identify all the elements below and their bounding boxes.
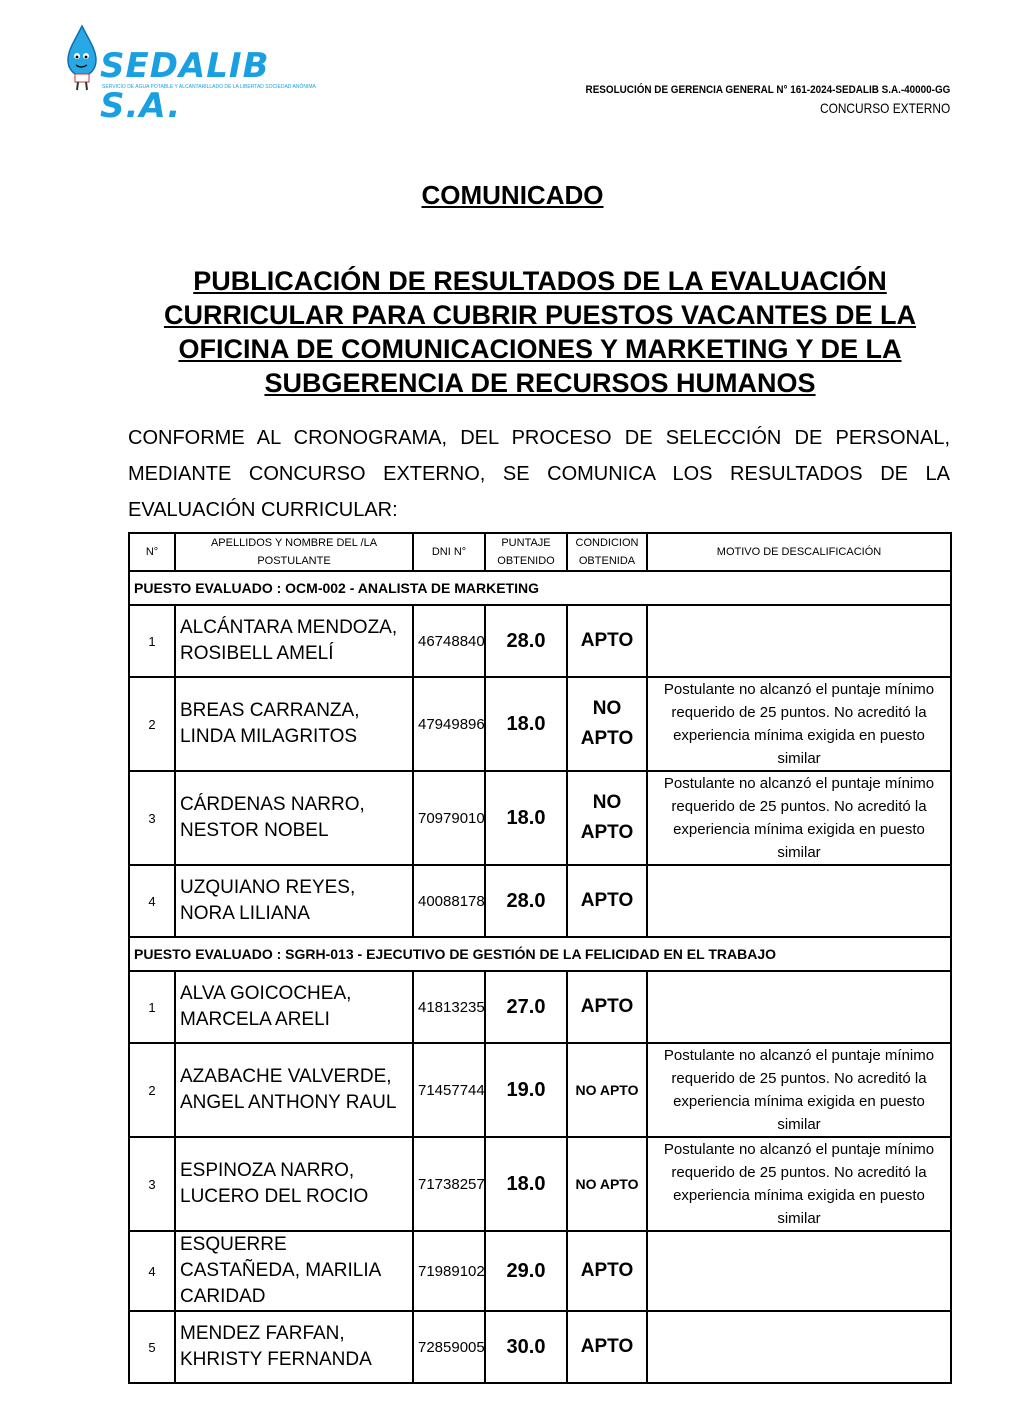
intro-paragraph: CONFORME AL CRONOGRAMA, DEL PROCESO DE SELECCIÓN DE PERSONAL, MEDIANTE CONCURSO EXTERNO, SE COMUNICA LOS RESULTADOS DE LA EVALUACIÓN CURRICULAR: bbox=[128, 427, 950, 521]
applicant-score: 30.0 bbox=[485, 1311, 567, 1383]
header-reason: MOTIVO DE DESCALIFICACIÓN bbox=[647, 533, 951, 571]
applicant-name: ESPINOZA NARRO, LUCERO DEL ROCIO bbox=[175, 1137, 413, 1231]
applicant-dni: 47949896 bbox=[413, 677, 485, 771]
table-row bbox=[129, 677, 951, 771]
row-num: 2 bbox=[129, 1043, 175, 1137]
applicant-score: 27.0 bbox=[485, 971, 567, 1043]
table-row bbox=[129, 771, 951, 865]
header-condition: CONDICION OBTENIDA bbox=[567, 533, 647, 571]
applicant-score: 18.0 bbox=[485, 771, 567, 865]
row-num: 3 bbox=[129, 771, 175, 865]
table-row bbox=[129, 865, 951, 937]
header-dni: DNI N° bbox=[413, 533, 485, 571]
document-headline: PUBLICACIÓN DE RESULTADOS DE LA EVALUACIÓN CURRICULAR PARA CUBRIR PUESTOS VACANTES DE LA OFICINA DE COMUNICACIONES Y MARKETING Y DE LA SUBGERENCIA DE RECURSOS HUMANOS bbox=[163, 266, 917, 398]
applicant-score: 28.0 bbox=[485, 865, 567, 937]
header-num: N° bbox=[129, 533, 175, 571]
disqualification-reason: Postulante no alcanzó el puntaje mínimo requerido de 25 puntos. No acreditó la experiencia mínima exigida en puesto similar bbox=[647, 1043, 951, 1137]
applicant-score: 18.0 bbox=[485, 1137, 567, 1231]
applicant-name: UZQUIANO REYES, NORA LILIANA bbox=[175, 865, 413, 937]
applicant-dni: 71457744 bbox=[413, 1043, 485, 1137]
applicant-name: ALCÁNTARA MENDOZA, ROSIBELL AMELÍ bbox=[175, 605, 413, 677]
applicant-condition: APTO bbox=[567, 1311, 647, 1383]
applicant-condition: NO APTO bbox=[567, 771, 647, 865]
applicant-name: ALVA GOICOCHEA, MARCELA ARELI bbox=[175, 971, 413, 1043]
applicant-dni: 71738257 bbox=[413, 1137, 485, 1231]
results-table bbox=[128, 532, 952, 1384]
logo-wordmark: SEDALIB S.A. bbox=[100, 46, 270, 126]
disqualification-reason bbox=[647, 865, 951, 937]
table-row bbox=[129, 1311, 951, 1383]
applicant-score: 19.0 bbox=[485, 1043, 567, 1137]
applicant-condition: NO APTO bbox=[567, 1043, 647, 1137]
document-title: COMUNICADO bbox=[421, 180, 604, 210]
header-score: PUNTAJE OBTENIDO bbox=[485, 533, 567, 571]
table-row bbox=[129, 1043, 951, 1137]
section-title: PUESTO EVALUADO : OCM-002 - ANALISTA DE MARKETING bbox=[129, 571, 951, 605]
applicant-condition: APTO bbox=[567, 971, 647, 1043]
applicant-score: 18.0 bbox=[485, 677, 567, 771]
resolution-reference: RESOLUCIÓN DE GERENCIA GENERAL N° 161-2024-SEDALIB S.A.-40000-GG bbox=[585, 84, 950, 96]
disqualification-reason: Postulante no alcanzó el puntaje mínimo requerido de 25 puntos. No acreditó la experiencia mínima exigida en puesto similar bbox=[647, 677, 951, 771]
row-num: 2 bbox=[129, 677, 175, 771]
table-row bbox=[129, 1137, 951, 1231]
applicant-name: MENDEZ FARFAN, KHRISTY FERNANDA bbox=[175, 1311, 413, 1383]
section-row bbox=[129, 571, 951, 605]
applicant-score: 28.0 bbox=[485, 605, 567, 677]
disqualification-reason bbox=[647, 605, 951, 677]
header-name: APELLIDOS Y NOMBRE DEL /LA POSTULANTE bbox=[175, 533, 413, 571]
applicant-name: ESQUERRE CASTAÑEDA, MARILIA CARIDAD bbox=[175, 1231, 413, 1311]
disqualification-reason bbox=[647, 1231, 951, 1311]
table-row bbox=[129, 605, 951, 677]
table-row bbox=[129, 1231, 951, 1311]
applicant-condition: NO APTO bbox=[567, 1137, 647, 1231]
disqualification-reason bbox=[647, 1311, 951, 1383]
row-num: 1 bbox=[129, 971, 175, 1043]
disqualification-reason bbox=[647, 971, 951, 1043]
company-logo bbox=[64, 24, 316, 126]
applicant-name: BREAS CARRANZA, LINDA MILAGRITOS bbox=[175, 677, 413, 771]
applicant-condition: APTO bbox=[567, 865, 647, 937]
applicant-name: AZABACHE VALVERDE, ANGEL ANTHONY RAUL bbox=[175, 1043, 413, 1137]
table-header-row bbox=[129, 533, 951, 571]
applicant-dni: 70979010 bbox=[413, 771, 485, 865]
applicant-score: 29.0 bbox=[485, 1231, 567, 1311]
applicant-condition: APTO bbox=[567, 1231, 647, 1311]
row-num: 4 bbox=[129, 865, 175, 937]
table-row bbox=[129, 971, 951, 1043]
applicant-dni: 72859005 bbox=[413, 1311, 485, 1383]
contest-type: CONCURSO EXTERNO bbox=[819, 100, 950, 116]
section-row bbox=[129, 937, 951, 971]
disqualification-reason: Postulante no alcanzó el puntaje mínimo requerido de 25 puntos. No acreditó la experiencia mínima exigida en puesto similar bbox=[647, 771, 951, 865]
row-num: 5 bbox=[129, 1311, 175, 1383]
section-title: PUESTO EVALUADO : SGRH-013 - EJECUTIVO DE GESTIÓN DE LA FELICIDAD EN EL TRABAJO bbox=[129, 937, 951, 971]
applicant-name: CÁRDENAS NARRO, NESTOR NOBEL bbox=[175, 771, 413, 865]
row-num: 1 bbox=[129, 605, 175, 677]
applicant-dni: 46748840 bbox=[413, 605, 485, 677]
logo-subtitle: SERVICIO DE AGUA POTABLE Y ALCANTARILLADO DE LA LIBERTAD SOCIEDAD ANÓNIMA bbox=[102, 84, 316, 90]
disqualification-reason: Postulante no alcanzó el puntaje mínimo requerido de 25 puntos. No acreditó la experiencia mínima exigida en puesto similar bbox=[647, 1137, 951, 1231]
applicant-condition: NO APTO bbox=[567, 677, 647, 771]
applicant-dni: 41813235 bbox=[413, 971, 485, 1043]
row-num: 3 bbox=[129, 1137, 175, 1231]
applicant-condition: APTO bbox=[567, 605, 647, 677]
row-num: 4 bbox=[129, 1231, 175, 1311]
applicant-dni: 71989102 bbox=[413, 1231, 485, 1311]
applicant-dni: 40088178 bbox=[413, 865, 485, 937]
